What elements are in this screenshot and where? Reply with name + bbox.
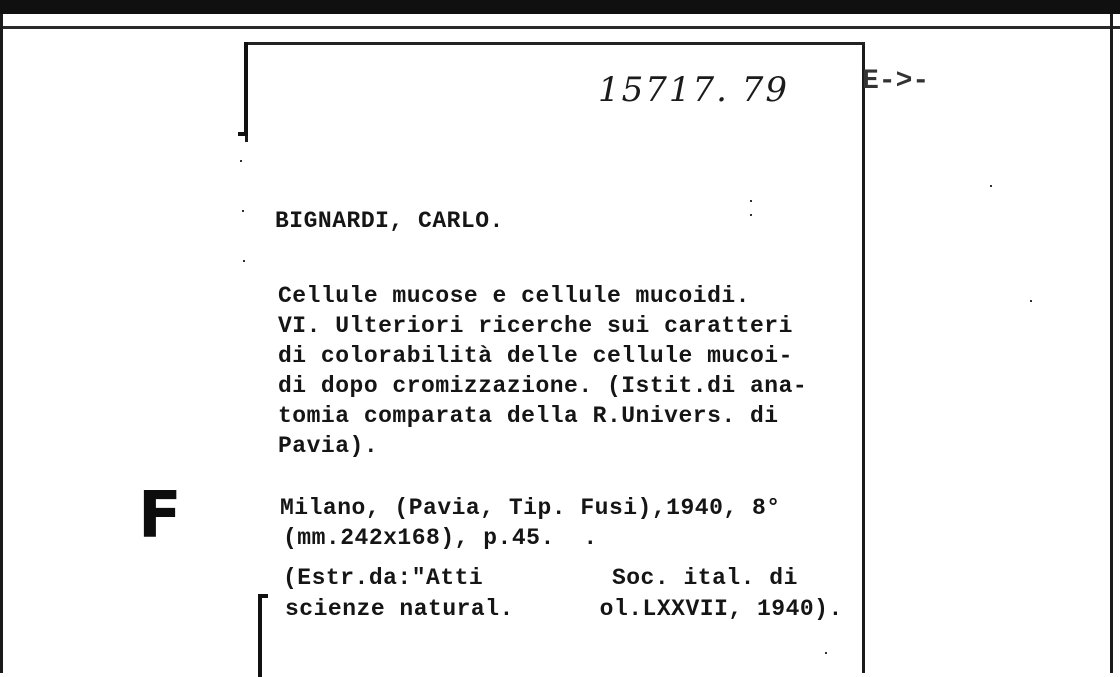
scan-speck xyxy=(1030,300,1032,302)
scan-top-edge xyxy=(0,0,1120,14)
title-line: di colorabilità delle cellule mucoi- xyxy=(278,343,793,369)
card-top-edge xyxy=(245,42,865,45)
scan-speck xyxy=(243,260,245,262)
title-line: di dopo cromizzazione. (Istit.di ana- xyxy=(278,373,808,399)
imprint-line: Milano, (Pavia, Tip. Fusi),1940, 8° xyxy=(280,495,781,521)
side-mark: E->- xyxy=(862,66,930,97)
title-line: tomia comparata della R.Univers. di xyxy=(278,403,779,429)
note-line: scienze natural. ol.LXXVII, 1940). xyxy=(285,596,843,622)
card-clip-top xyxy=(238,42,248,136)
card-right-edge xyxy=(862,45,865,673)
author-heading: BIGNARDI, CARLO. xyxy=(275,208,504,234)
title-line: Cellule mucose e cellule mucoidi. xyxy=(278,283,750,309)
scan-speck xyxy=(750,214,752,216)
scan-speck xyxy=(750,200,752,202)
title-line: Pavia). xyxy=(278,433,379,459)
imprint-line: (mm.242x168), p.45. . xyxy=(283,525,598,551)
note-line: (Estr.da:"Atti Soc. ital. di xyxy=(283,565,798,591)
scan-right-edge xyxy=(1110,14,1113,673)
scan-speck xyxy=(990,185,992,187)
scan-speck xyxy=(240,160,242,162)
scan-speck xyxy=(242,210,244,212)
margin-letter: F xyxy=(138,479,182,553)
scan-speck xyxy=(825,652,827,654)
scan-top-line xyxy=(0,26,1120,29)
title-line: VI. Ulteriori ricerche sui caratteri xyxy=(278,313,793,339)
accession-number: 15717. 79 xyxy=(598,70,790,110)
scan-left-edge xyxy=(0,14,3,673)
card-clip-bottom xyxy=(258,594,268,677)
